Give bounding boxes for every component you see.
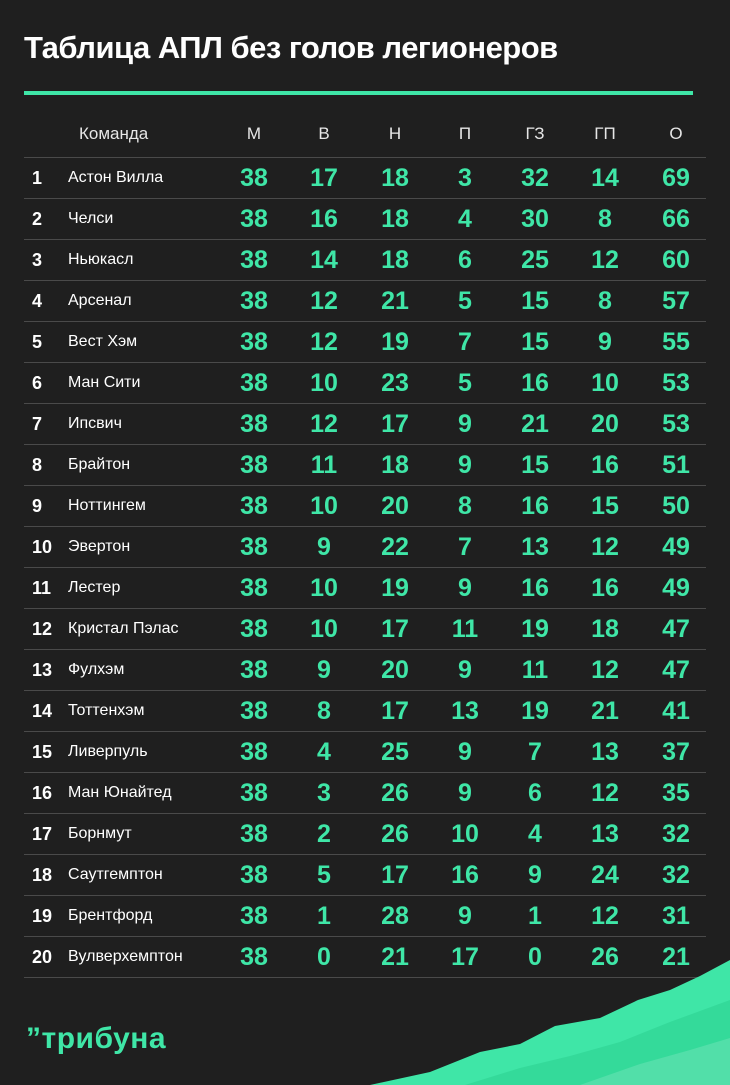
row-position: 1 <box>32 168 43 188</box>
row-losses: 6 <box>458 246 472 274</box>
row-losses: 17 <box>451 943 479 971</box>
row-goals-for: 19 <box>521 615 549 643</box>
row-goals-against: 16 <box>591 451 619 479</box>
row-wins: 16 <box>310 205 338 233</box>
row-team-name: Кристал Пэлас <box>68 620 179 637</box>
table-row <box>24 403 706 444</box>
decorative-corner-shape <box>370 960 730 1085</box>
row-losses: 9 <box>458 574 472 602</box>
row-draws: 18 <box>381 164 409 192</box>
row-team-name: Ман Юнайтед <box>68 784 172 801</box>
row-points: 55 <box>662 328 690 356</box>
row-wins: 4 <box>317 738 331 766</box>
row-wins: 14 <box>310 246 338 274</box>
row-position: 5 <box>32 332 43 352</box>
row-team-name: Челси <box>68 210 114 227</box>
row-position: 15 <box>32 742 53 762</box>
table-row <box>24 690 706 731</box>
table-row <box>24 567 706 608</box>
row-losses: 9 <box>458 738 472 766</box>
table-row <box>24 198 706 239</box>
row-points: 49 <box>662 574 690 602</box>
table-row <box>24 157 706 198</box>
row-draws: 18 <box>381 205 409 233</box>
row-goals-against: 12 <box>591 533 619 561</box>
row-draws: 17 <box>381 697 409 725</box>
row-goals-for: 7 <box>528 738 542 766</box>
row-team-name: Астон Вилла <box>68 169 164 186</box>
row-goals-for: 16 <box>521 369 549 397</box>
row-goals-for: 9 <box>528 861 542 889</box>
row-team-name: Брентфорд <box>68 907 153 924</box>
row-team-name: Саутгемптон <box>68 866 163 883</box>
row-wins: 9 <box>317 656 331 684</box>
row-points: 32 <box>662 820 690 848</box>
row-position: 10 <box>32 537 53 557</box>
row-goals-against: 21 <box>591 697 619 725</box>
row-position: 12 <box>32 619 53 639</box>
row-matches: 38 <box>240 820 268 848</box>
row-goals-for: 13 <box>521 533 549 561</box>
row-goals-for: 16 <box>521 492 549 520</box>
row-draws: 17 <box>381 861 409 889</box>
row-goals-against: 12 <box>591 656 619 684</box>
row-draws: 20 <box>381 492 409 520</box>
row-goals-for: 15 <box>521 328 549 356</box>
row-losses: 3 <box>458 164 472 192</box>
row-losses: 10 <box>451 820 479 848</box>
row-matches: 38 <box>240 246 268 274</box>
row-position: 16 <box>32 783 53 803</box>
row-draws: 21 <box>381 287 409 315</box>
row-matches: 38 <box>240 410 268 438</box>
table-row <box>24 813 706 854</box>
row-position: 2 <box>32 209 43 229</box>
row-points: 69 <box>662 164 690 192</box>
row-matches: 38 <box>240 697 268 725</box>
table-row <box>24 280 706 321</box>
row-team-name: Брайтон <box>68 456 131 473</box>
row-goals-for: 32 <box>521 164 549 192</box>
header-team: Команда <box>79 124 149 143</box>
row-draws: 17 <box>381 410 409 438</box>
row-draws: 18 <box>381 451 409 479</box>
row-team-name: Ипсвич <box>68 415 122 432</box>
row-matches: 38 <box>240 574 268 602</box>
row-points: 60 <box>662 246 690 274</box>
row-goals-for: 16 <box>521 574 549 602</box>
row-matches: 38 <box>240 328 268 356</box>
row-goals-for: 1 <box>528 902 542 930</box>
row-position: 17 <box>32 824 53 844</box>
row-wins: 1 <box>317 902 331 930</box>
row-goals-against: 15 <box>591 492 619 520</box>
row-goals-against: 26 <box>591 943 619 971</box>
row-matches: 38 <box>240 164 268 192</box>
row-wins: 9 <box>317 533 331 561</box>
row-team-name: Тоттенхэм <box>68 702 145 719</box>
row-losses: 8 <box>458 492 472 520</box>
brand-logo: ”трибуна <box>26 1022 167 1055</box>
row-position: 19 <box>32 906 53 926</box>
row-draws: 26 <box>381 820 409 848</box>
row-losses: 9 <box>458 779 472 807</box>
table-row <box>24 649 706 690</box>
row-points: 47 <box>662 615 690 643</box>
row-points: 37 <box>662 738 690 766</box>
title-underline <box>24 91 693 95</box>
row-matches: 38 <box>240 943 268 971</box>
row-team-name: Эвертон <box>68 538 131 555</box>
row-draws: 18 <box>381 246 409 274</box>
row-goals-against: 12 <box>591 779 619 807</box>
row-losses: 4 <box>458 205 472 233</box>
row-position: 4 <box>32 291 43 311</box>
row-matches: 38 <box>240 738 268 766</box>
row-wins: 2 <box>317 820 331 848</box>
row-position: 6 <box>32 373 43 393</box>
row-draws: 26 <box>381 779 409 807</box>
row-losses: 9 <box>458 902 472 930</box>
row-goals-against: 18 <box>591 615 619 643</box>
row-matches: 38 <box>240 533 268 561</box>
row-team-name: Вест Хэм <box>68 333 138 350</box>
row-losses: 7 <box>458 533 472 561</box>
row-points: 31 <box>662 902 690 930</box>
row-position: 11 <box>32 578 52 598</box>
row-losses: 7 <box>458 328 472 356</box>
row-losses: 5 <box>458 369 472 397</box>
row-goals-against: 9 <box>598 328 612 356</box>
row-wins: 11 <box>310 451 338 479</box>
row-team-name: Фулхэм <box>68 661 125 678</box>
row-losses: 13 <box>451 697 479 725</box>
header-matches: М <box>246 124 262 143</box>
table-row <box>24 362 706 403</box>
row-team-name: Вулверхемптон <box>68 948 183 965</box>
row-matches: 38 <box>240 779 268 807</box>
row-matches: 38 <box>240 287 268 315</box>
row-team-name: Ноттингем <box>68 497 146 514</box>
table-row <box>24 526 706 567</box>
row-matches: 38 <box>240 656 268 684</box>
table-row <box>24 895 706 936</box>
row-team-name: Ман Сити <box>68 374 141 391</box>
row-goals-for: 21 <box>521 410 549 438</box>
row-wins: 12 <box>310 410 338 438</box>
row-matches: 38 <box>240 861 268 889</box>
row-wins: 0 <box>317 943 331 971</box>
row-draws: 17 <box>381 615 409 643</box>
row-draws: 28 <box>381 902 409 930</box>
row-wins: 3 <box>317 779 331 807</box>
table-row <box>24 444 706 485</box>
header-draws: Н <box>388 124 402 143</box>
row-points: 32 <box>662 861 690 889</box>
row-matches: 38 <box>240 615 268 643</box>
row-draws: 19 <box>381 328 409 356</box>
row-draws: 21 <box>381 943 409 971</box>
row-position: 9 <box>32 496 43 516</box>
row-goals-for: 6 <box>528 779 542 807</box>
row-goals-against: 13 <box>591 820 619 848</box>
table-row <box>24 731 706 772</box>
table-row <box>24 854 706 895</box>
row-losses: 5 <box>458 287 472 315</box>
header-wins: В <box>318 124 330 143</box>
row-losses: 9 <box>458 656 472 684</box>
row-points: 53 <box>662 369 690 397</box>
row-draws: 20 <box>381 656 409 684</box>
row-goals-for: 15 <box>521 287 549 315</box>
row-goals-against: 14 <box>591 164 619 192</box>
row-points: 66 <box>662 205 690 233</box>
row-goals-against: 12 <box>591 246 619 274</box>
table-row <box>24 485 706 526</box>
row-goals-for: 4 <box>528 820 542 848</box>
header-losses: П <box>458 124 472 143</box>
row-wins: 12 <box>310 328 338 356</box>
row-goals-against: 12 <box>591 902 619 930</box>
row-position: 3 <box>32 250 43 270</box>
row-goals-for: 30 <box>521 205 549 233</box>
table-row <box>24 608 706 649</box>
row-points: 50 <box>662 492 690 520</box>
row-wins: 10 <box>310 369 338 397</box>
row-wins: 5 <box>317 861 331 889</box>
row-points: 57 <box>662 287 690 315</box>
row-matches: 38 <box>240 369 268 397</box>
row-losses: 9 <box>458 451 472 479</box>
row-goals-against: 20 <box>591 410 619 438</box>
row-losses: 16 <box>451 861 479 889</box>
row-losses: 11 <box>451 615 479 643</box>
page-title: Таблица АПЛ без голов легионеров <box>24 30 558 65</box>
header-goals-against: ГП <box>594 124 616 143</box>
table-row <box>24 239 706 280</box>
row-wins: 12 <box>310 287 338 315</box>
row-goals-for: 25 <box>521 246 549 274</box>
row-matches: 38 <box>240 492 268 520</box>
standings-table <box>24 157 706 978</box>
row-position: 18 <box>32 865 53 885</box>
row-position: 13 <box>32 660 53 680</box>
row-points: 51 <box>662 451 690 479</box>
row-team-name: Лестер <box>68 579 121 596</box>
row-points: 53 <box>662 410 690 438</box>
row-goals-against: 8 <box>598 205 612 233</box>
row-goals-against: 24 <box>591 861 619 889</box>
row-points: 35 <box>662 779 690 807</box>
row-wins: 17 <box>310 164 338 192</box>
row-matches: 38 <box>240 451 268 479</box>
row-position: 8 <box>32 455 43 475</box>
row-goals-for: 15 <box>521 451 549 479</box>
row-wins: 10 <box>310 615 338 643</box>
row-matches: 38 <box>240 902 268 930</box>
row-goals-against: 10 <box>591 369 619 397</box>
row-wins: 10 <box>310 574 338 602</box>
row-goals-for: 11 <box>521 656 549 684</box>
table-header <box>24 113 706 157</box>
row-draws: 19 <box>381 574 409 602</box>
row-goals-against: 8 <box>598 287 612 315</box>
row-position: 20 <box>32 947 53 967</box>
row-draws: 22 <box>381 533 409 561</box>
row-team-name: Борнмут <box>68 825 132 842</box>
header-points: О <box>669 124 683 143</box>
row-goals-against: 13 <box>591 738 619 766</box>
row-wins: 8 <box>317 697 331 725</box>
row-losses: 9 <box>458 410 472 438</box>
row-points: 21 <box>662 943 690 971</box>
row-team-name: Арсенал <box>68 292 132 309</box>
row-draws: 23 <box>381 369 409 397</box>
row-matches: 38 <box>240 205 268 233</box>
row-points: 41 <box>662 697 690 725</box>
row-wins: 10 <box>310 492 338 520</box>
row-position: 14 <box>32 701 53 721</box>
row-draws: 25 <box>381 738 409 766</box>
row-team-name: Ливерпуль <box>68 743 148 760</box>
row-goals-against: 16 <box>591 574 619 602</box>
row-goals-for: 0 <box>528 943 542 971</box>
row-goals-for: 19 <box>521 697 549 725</box>
header-goals-for: ГЗ <box>525 124 545 143</box>
row-points: 49 <box>662 533 690 561</box>
row-position: 7 <box>32 414 43 434</box>
table-row <box>24 772 706 813</box>
row-points: 47 <box>662 656 690 684</box>
row-team-name: Ньюкасл <box>68 251 134 268</box>
table-row <box>24 321 706 362</box>
